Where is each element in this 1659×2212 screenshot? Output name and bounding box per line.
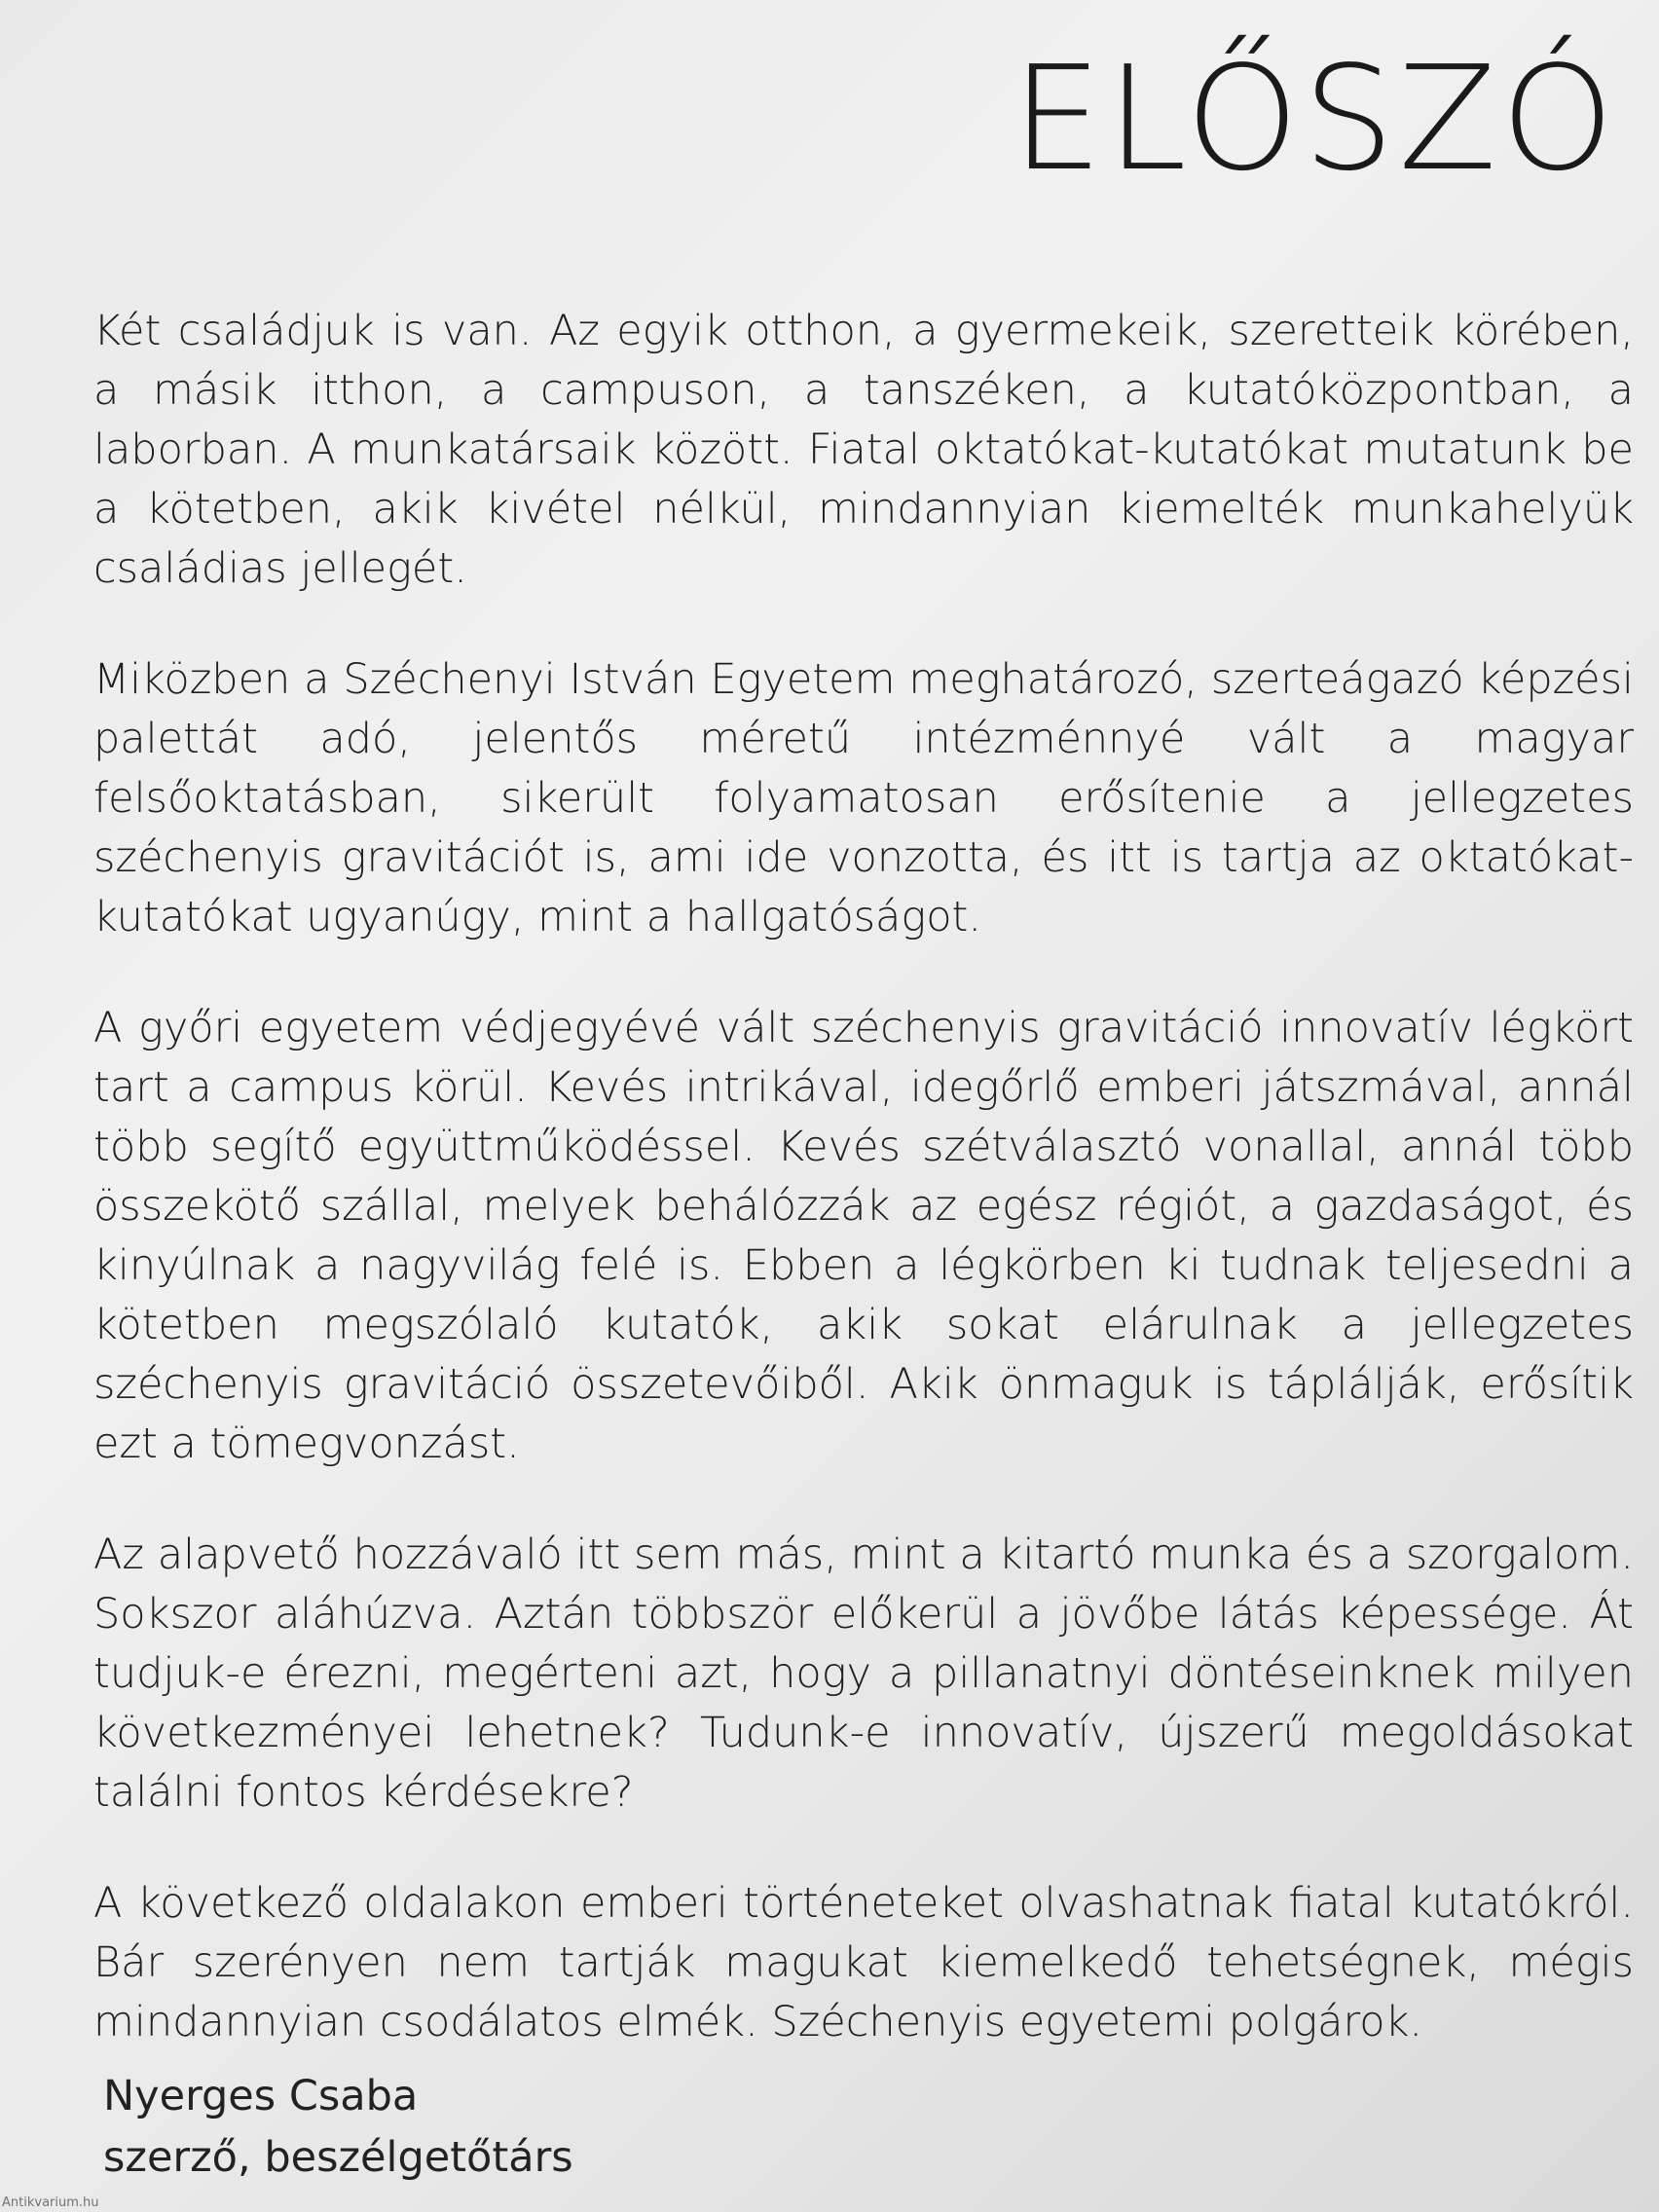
paragraph-1: Két családjuk is van. Az egyik otthon, a gyermekeik, szeretteik körében, a másik itthon, a campuson, a tanszéken, a kutatóközpontban, a laborban. A munkatársaik között. Fiatal oktatókat-kutatókat mutatunk be a kötetben, akik kivétel nélkül, mindannyian kiemelték munkahelyük családias jellegét. xyxy=(93,307,1634,593)
paragraph-5: A következő oldalakon emberi történeteket olvashatnak fiatal kutatókról. Bár szerényen nem tartják magukat kiemelkedő tehetségnek, mégis mindannyian csodálatos elmék. Széchenyis egyetemi polgárok. xyxy=(93,1879,1634,2046)
author-name: Nyerges Csaba xyxy=(103,2072,419,2120)
watermark: Antikvarium.hu xyxy=(2,2195,99,2210)
paragraph-4: Az alapvető hozzávaló itt sem más, mint a kitartó munka és a szorgalom. Sokszor aláhúzva. Aztán többször előkerül a jövőbe látás képessége. Át tudjuk-e érezni, megérteni azt, hogy a pillanatnyi döntéseinknek milyen következményei lehetnek? Tudunk-e innovatív, újszerű megoldásokat találni fontos kérdésekre? xyxy=(93,1530,1634,1817)
signature-block xyxy=(103,2066,573,2189)
body-text xyxy=(93,302,1634,2104)
paragraph-3: A győri egyetem védjegyévé vált széchenyis gravitáció innovatív légkört tart a campus körül. Kevés intrikával, idegőrlő emberi játszmával, annál több segítő együttműködéssel. Kevés szétválasztó vonallal, annál több összekötő szállal, melyek behálózzák az egész régiót, a gazdaságot, és kinyúlnak a nagyvilág felé is. Ebben a légkörben ki tudnak teljesedni a kötetben megszólaló kutatók, akik sokat elárulnak a jellegzetes széchenyis gravitáció összetevőiből. Akik önmaguk is táplálják, erősítik ezt a tömegvonzást. xyxy=(93,1004,1634,1468)
page-title: ELŐSZÓ xyxy=(1011,35,1618,203)
author-role: szerző, beszélgetőtárs xyxy=(103,2133,573,2182)
paragraph-2: Miközben a Széchenyi István Egyetem meghatározó, szerteágazó képzési palettát adó, jelentős méretű intézménnyé vált a magyar felsőoktatásban, sikerült folyamatosan erősítenie a jellegzetes széchenyis gravitációt is, ami ide vonzotta, és itt is tartja az oktatókat-kutatókat ugyanúgy, mint a hallgatóságot. xyxy=(93,655,1634,941)
